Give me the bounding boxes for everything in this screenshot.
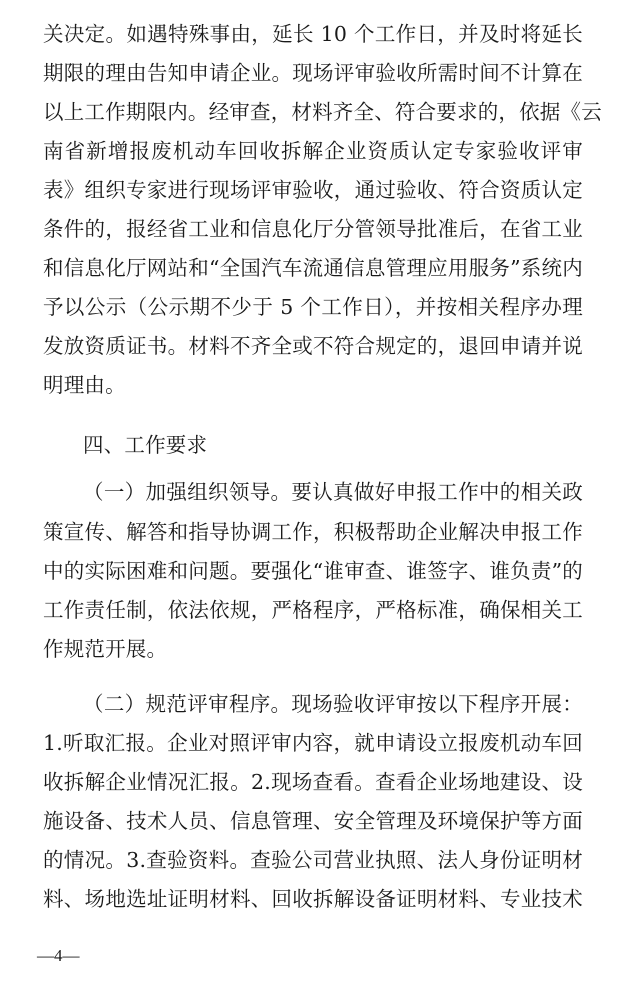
paragraph-line: 作规范开展。 (43, 637, 168, 661)
paragraph-line: 工作责任制，依法依规，严格程序，严格标准，确保相关工 (43, 598, 583, 622)
paragraph-line: 以上工作期限内。经审查，材料齐全、符合要求的，依据《云 (43, 100, 602, 124)
paragraph-line: 和信息化厅网站和“全国汽车流通信息管理应用服务”系统内 (43, 256, 583, 280)
paragraph-line: 料、场地选址证明材料、回收拆解设备证明材料、专业技术 (43, 887, 583, 911)
paragraph-line: （一）加强组织领导。要认真做好申报工作中的相关政 (83, 480, 583, 504)
paragraph-line: 施设备、技术人员、信息管理、安全管理及环境保护等方面 (43, 809, 583, 833)
paragraph-line: 策宣传、解答和指导协调工作，积极帮助企业解决申报工作 (43, 520, 583, 544)
paragraph-line: 发放资质证书。材料不齐全或不符合规定的，退回申请并说 (43, 334, 583, 358)
paragraph-line: 关决定。如遇特殊事由，延长 10 个工作日，并及时将延长 (43, 22, 583, 46)
page-number: —4— (37, 946, 80, 965)
paragraph-line: 中的实际困难和问题。要强化“谁审查、谁签字、谁负责”的 (43, 559, 583, 583)
paragraph-line: 表》组织专家进行现场评审验收，通过验收、符合资质认定 (43, 178, 583, 202)
paragraph-line: （二）规范评审程序。现场验收评审按以下程序开展： (83, 692, 583, 716)
section-heading: 四、工作要求 (83, 433, 208, 457)
paragraph-line: 期限的理由告知申请企业。现场评审验收所需时间不计算在 (43, 61, 583, 85)
paragraph-line: 条件的，报经省工业和信息化厅分管领导批准后，在省工业 (43, 217, 583, 241)
paragraph-line: 予以公示（公示期不少于 5 个工作日），并按相关程序办理 (43, 295, 583, 319)
paragraph-line: 收拆解企业情况汇报。2.现场查看。查看企业场地建设、设 (43, 770, 583, 794)
paragraph-line: 明理由。 (43, 373, 126, 397)
paragraph-line: 南省新增报废机动车回收拆解企业资质认定专家验收评审 (43, 139, 583, 163)
paragraph-line: 1.听取汇报。企业对照评审内容，就申请设立报废机动车回 (43, 731, 583, 755)
paragraph-line: 的情况。3.查验资料。查验公司营业执照、法人身份证明材 (43, 848, 583, 872)
